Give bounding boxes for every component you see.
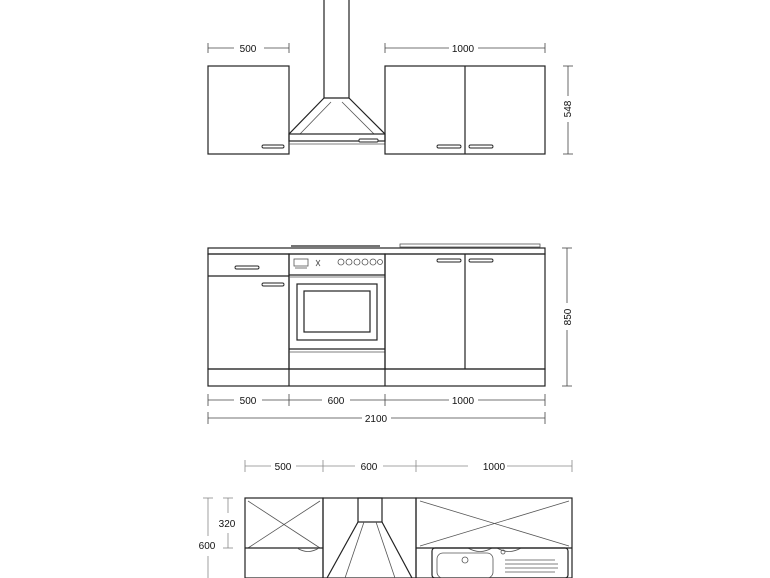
plan-unit-1000 xyxy=(416,498,572,578)
plan-dim-600-depth-label: 600 xyxy=(198,541,216,552)
plan-dim-depths xyxy=(199,498,236,578)
base-dim-chain xyxy=(208,394,545,407)
wall-dim-548-label: 548 xyxy=(563,100,574,118)
plan-hood xyxy=(323,498,416,578)
wall-dim-548 xyxy=(563,66,574,154)
wall-cabinet-1000-handle-left xyxy=(437,145,461,148)
plan-view xyxy=(199,460,572,578)
base-dim-600-label: 600 xyxy=(327,396,345,407)
base-units-elevation xyxy=(208,244,574,425)
plan-dim-500-label: 500 xyxy=(274,462,292,473)
plan-dim-600-label: 600 xyxy=(360,462,378,473)
hood-control-strip xyxy=(359,139,378,142)
wall-dim-500 xyxy=(208,43,289,55)
base-dim-total xyxy=(208,412,545,425)
wall-cabinet-1000 xyxy=(385,66,545,154)
base-door-handle xyxy=(262,283,284,286)
wall-cabinet-500 xyxy=(208,66,289,154)
plan-sink xyxy=(432,548,568,578)
oven-knobs xyxy=(316,259,383,266)
base-cabinet-500 xyxy=(208,254,289,369)
plan-unit-500 xyxy=(245,498,323,578)
plinth xyxy=(208,369,545,386)
drawer-handle xyxy=(235,266,259,269)
base-dim-850-label: 850 xyxy=(563,308,574,326)
worktop xyxy=(208,248,545,254)
base-1000-handle-right xyxy=(469,259,493,262)
base-dim-2100-label: 2100 xyxy=(364,414,388,425)
base-cabinet-1000 xyxy=(385,254,545,369)
plan-dim-320-label: 320 xyxy=(218,519,236,530)
oven-window xyxy=(304,291,370,332)
wall-dim-1000-label: 1000 xyxy=(451,44,475,55)
extractor-hood xyxy=(289,0,385,144)
plan-dim-chain xyxy=(245,460,572,473)
base-dim-850 xyxy=(562,248,574,386)
sink-top xyxy=(400,244,540,247)
oven-display xyxy=(294,259,308,266)
plan-sink-drainer xyxy=(505,560,558,572)
oven-unit xyxy=(289,254,385,369)
plan-dim-1000-label: 1000 xyxy=(482,462,506,473)
wall-cabinet-1000-handle-right xyxy=(469,145,493,148)
wall-dim-1000 xyxy=(385,43,545,55)
wall-units-elevation xyxy=(208,0,574,154)
base-dim-500-label: 500 xyxy=(239,396,257,407)
base-1000-handle-left xyxy=(437,259,461,262)
wall-cabinet-500-handle xyxy=(262,145,284,148)
base-dim-1000-label: 1000 xyxy=(451,396,475,407)
wall-dim-500-label: 500 xyxy=(239,44,257,55)
